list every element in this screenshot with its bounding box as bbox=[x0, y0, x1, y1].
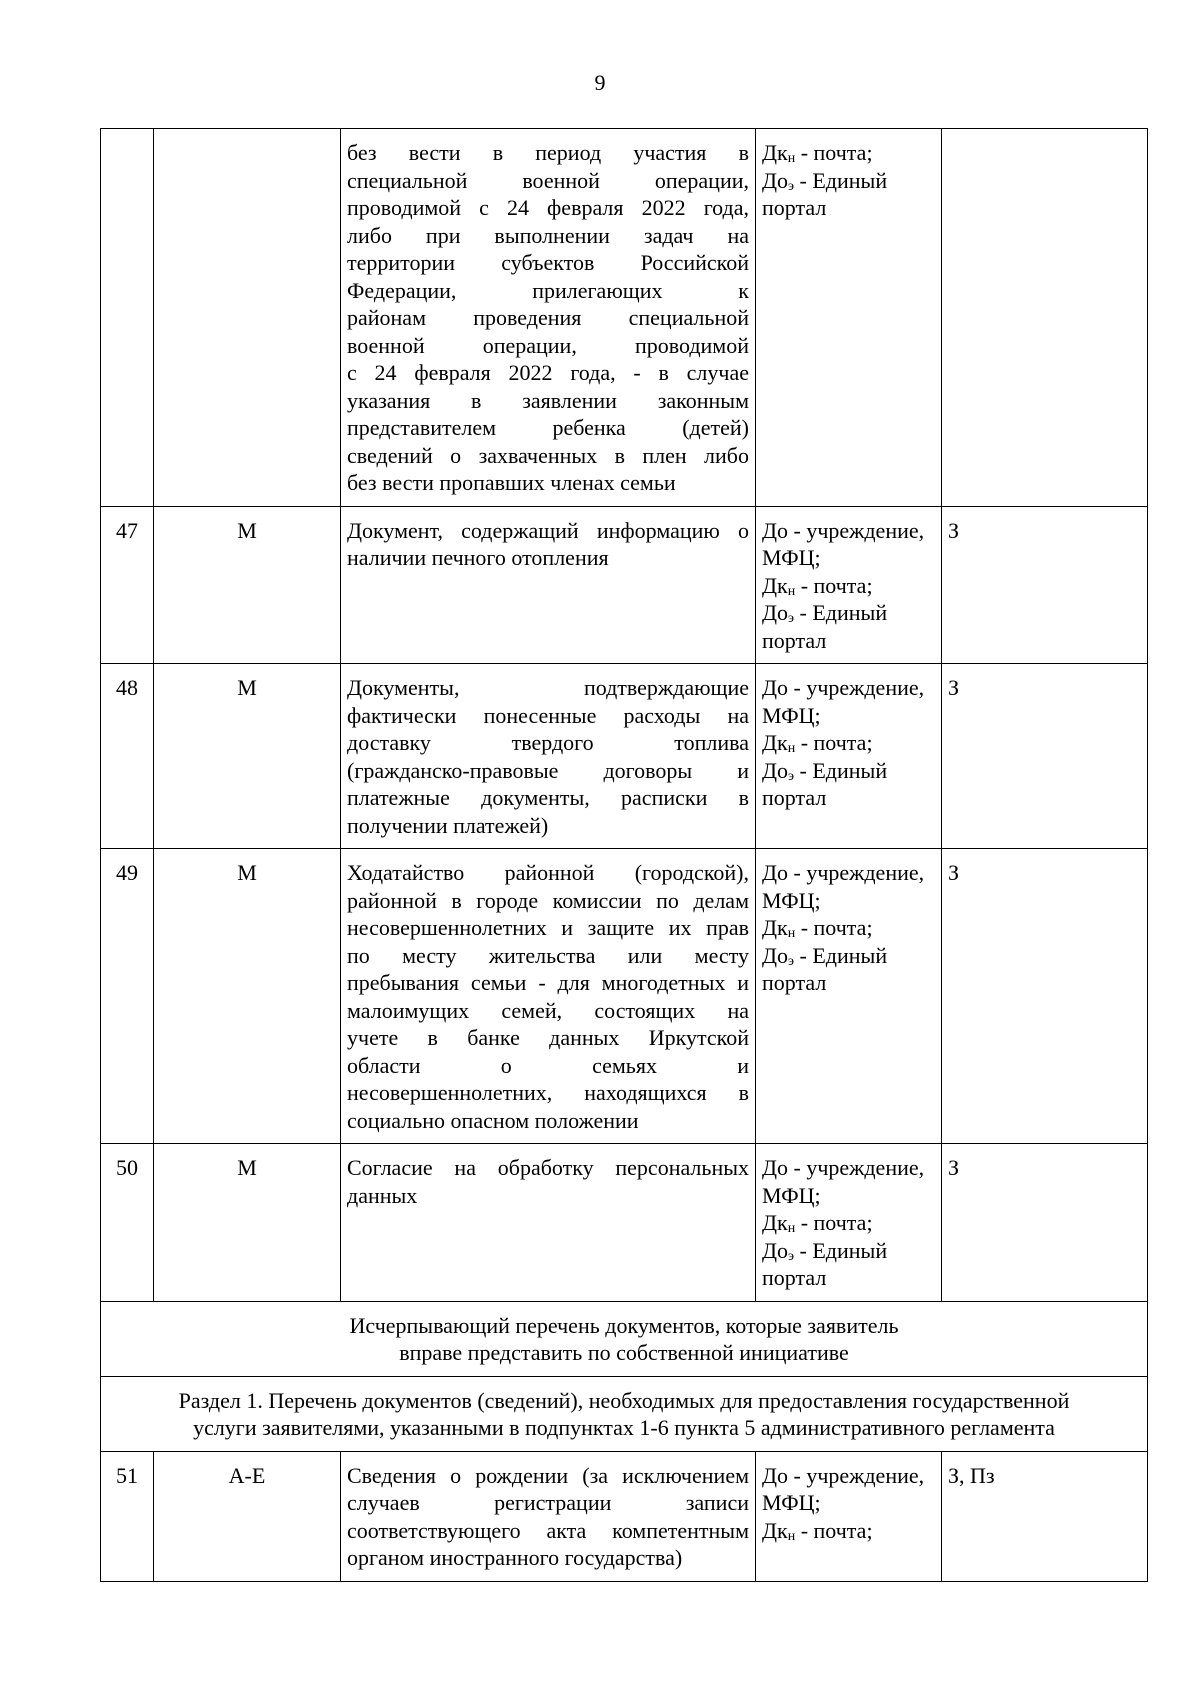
description-line: данных bbox=[347, 1182, 418, 1208]
form-cell: З, Пз bbox=[942, 1451, 1148, 1581]
table-row bbox=[101, 1451, 1148, 1581]
subscript: э bbox=[788, 178, 795, 194]
submission-method-line: $Дк_н$ - почта; bbox=[762, 915, 873, 941]
description-line: малоимущих семей, состоящих на bbox=[347, 997, 749, 1023]
description-line: без вести пропавших членах семьи bbox=[347, 470, 676, 495]
description-line: Ходатайство районной (городской), bbox=[347, 860, 749, 885]
submission-method-cell bbox=[756, 1144, 942, 1302]
subscript: н bbox=[787, 926, 796, 941]
submission-method-line: $До_э$ - Единый bbox=[762, 942, 888, 969]
submission-method-line: $Дк_н$ - почта; bbox=[762, 572, 873, 599]
submission-method-line: $Дк_н$ - почта; bbox=[762, 140, 873, 166]
row-number-cell: 47 bbox=[101, 506, 154, 664]
description-line: органом иностранного государства) bbox=[347, 1545, 683, 1570]
description-line: Документ, содержащий информацию о bbox=[347, 517, 749, 543]
description-line: фактически понесенные расходы на bbox=[347, 702, 749, 728]
submission-method-line: портал bbox=[762, 195, 827, 220]
description-cell bbox=[341, 1451, 756, 1581]
description-line: указания в заявлении законным bbox=[347, 387, 749, 413]
description-line: несовершеннолетних, находящихся в bbox=[347, 1080, 749, 1105]
description-line: проводимой с 24 февраля 2022 года, bbox=[347, 195, 749, 220]
description-line: учете в банке данных Иркутской bbox=[347, 1025, 749, 1050]
subscript: н bbox=[787, 1528, 796, 1544]
category-cell: М bbox=[154, 506, 341, 664]
description-line: районной в городе комиссии по делам bbox=[347, 887, 749, 913]
submission-method-line: До - учреждение, bbox=[762, 675, 925, 700]
description-line: Сведения о рождении (за исключением bbox=[347, 1462, 749, 1488]
row-number-cell: 50 bbox=[101, 1144, 154, 1302]
description-cell bbox=[341, 849, 756, 1144]
description-line: получении платежей) bbox=[347, 812, 549, 838]
row-number-cell: 49 bbox=[101, 849, 154, 1144]
description-cell bbox=[341, 506, 756, 664]
submission-method-line: портал bbox=[762, 785, 827, 810]
description-cell bbox=[341, 129, 756, 507]
subscript: н bbox=[787, 741, 796, 756]
submission-method-line: $Дк_н$ - почта; bbox=[762, 1210, 873, 1236]
submission-method-line: портал bbox=[762, 970, 827, 995]
optional-documents-heading-row bbox=[101, 1301, 1148, 1376]
row-number-cell: 51 bbox=[101, 1451, 154, 1581]
submission-method-line: $Дк_н$ - почта; bbox=[762, 730, 873, 756]
description-line: территории субъектов Российской bbox=[347, 250, 749, 275]
description-line: соответствующего акта компетентным bbox=[347, 1517, 749, 1543]
description-line: либо при выполнении задач на bbox=[347, 222, 749, 248]
description-line: (гражданско-правовые договоры и bbox=[347, 757, 749, 783]
documents-table bbox=[100, 128, 1148, 1582]
description-line: районам проведения специальной bbox=[347, 305, 749, 330]
form-cell: З bbox=[942, 1144, 1148, 1302]
subscript: н bbox=[787, 151, 796, 166]
table-row bbox=[101, 849, 1148, 1144]
category-cell: А-Е bbox=[154, 1451, 341, 1581]
description-line: специальной военной операции, bbox=[347, 167, 749, 193]
optional-documents-heading-line: Исчерпывающий перечень документов, которые заявитель bbox=[349, 1312, 899, 1338]
section-1-heading-line: Раздел 1. Перечень документов (сведений), необходимых для предоставления государственной bbox=[178, 1387, 1070, 1413]
category-cell: М bbox=[154, 1144, 341, 1302]
submission-method-line: $До_э$ - Единый bbox=[762, 600, 888, 626]
category-cell: М bbox=[154, 849, 341, 1144]
description-line: несовершеннолетних и защите их прав bbox=[347, 915, 749, 940]
optional-documents-heading-line: вправе представить по собственной инициативе bbox=[399, 1340, 849, 1365]
description-line: с 24 февраля 2022 года, - в случае bbox=[347, 360, 749, 385]
submission-method-line: $До_э$ - Единый bbox=[762, 167, 888, 194]
documents-table-body bbox=[101, 129, 1148, 1582]
section-1-heading bbox=[101, 1376, 1148, 1451]
subscript: н bbox=[787, 583, 796, 599]
section-1-heading-row bbox=[101, 1376, 1148, 1451]
description-cell bbox=[341, 664, 756, 849]
row-number-cell: 48 bbox=[101, 664, 154, 849]
table-row bbox=[101, 506, 1148, 664]
description-line: области о семьях и bbox=[347, 1052, 749, 1078]
submission-method-line: $Дк_н$ - почта; bbox=[762, 1517, 873, 1544]
submission-method-line: До - учреждение, bbox=[762, 1462, 925, 1488]
description-line: Документы, подтверждающие bbox=[347, 675, 749, 700]
subscript: э bbox=[788, 953, 795, 969]
table-row bbox=[101, 129, 1148, 507]
submission-method-line: $До_э$ - Единый bbox=[762, 1237, 888, 1264]
description-line: платежные документы, расписки в bbox=[347, 785, 749, 810]
optional-documents-heading bbox=[101, 1301, 1148, 1376]
submission-method-line: МФЦ; bbox=[762, 545, 821, 570]
table-row bbox=[101, 1144, 1148, 1302]
description-line: Федерации, прилегающих к bbox=[347, 277, 749, 303]
form-cell: З bbox=[942, 506, 1148, 664]
subscript: н bbox=[787, 1221, 796, 1236]
submission-method-line: МФЦ; bbox=[762, 1490, 821, 1515]
submission-method-line: До - учреждение, bbox=[762, 517, 925, 543]
table-row bbox=[101, 664, 1148, 849]
subscript: э bbox=[788, 768, 795, 784]
submission-method-cell bbox=[756, 664, 942, 849]
description-line: пребывания семьи - для многодетных и bbox=[347, 970, 749, 995]
submission-method-line: МФЦ; bbox=[762, 702, 821, 728]
submission-method-line: портал bbox=[762, 627, 827, 653]
description-line: сведений о захваченных в плен либо bbox=[347, 442, 749, 468]
description-line: наличии печного отопления bbox=[347, 545, 609, 570]
submission-method-line: портал bbox=[762, 1265, 827, 1290]
submission-method-cell bbox=[756, 129, 942, 507]
description-line: Согласие на обработку персональных bbox=[347, 1155, 749, 1180]
row-number-cell bbox=[101, 129, 154, 507]
page-number: 9 bbox=[594, 70, 606, 95]
submission-method-cell bbox=[756, 849, 942, 1144]
description-cell bbox=[341, 1144, 756, 1302]
subscript: э bbox=[788, 611, 795, 626]
description-line: по месту жительства или месту bbox=[347, 942, 749, 968]
category-cell: М bbox=[154, 664, 341, 849]
subscript: э bbox=[788, 1248, 795, 1264]
submission-method-line: До - учреждение, bbox=[762, 860, 925, 885]
submission-method-line: До - учреждение, bbox=[762, 1155, 925, 1180]
form-cell: З bbox=[942, 849, 1148, 1144]
submission-method-line: $До_э$ - Единый bbox=[762, 757, 888, 784]
description-line: случаев регистрации записи bbox=[347, 1490, 749, 1515]
section-1-heading-line: услуги заявителями, указанными в подпунктах 1-6 пункта 5 административного регламента bbox=[193, 1415, 1055, 1440]
description-line: представителем ребенка (детей) bbox=[347, 415, 749, 440]
description-line: доставку твердого топлива bbox=[347, 730, 749, 755]
description-line: без вести в период участия в bbox=[347, 140, 749, 165]
form-cell bbox=[942, 129, 1148, 507]
submission-method-cell bbox=[756, 506, 942, 664]
submission-method-line: МФЦ; bbox=[762, 887, 821, 913]
description-line: военной операции, проводимой bbox=[347, 332, 749, 358]
description-line: социально опасном положении bbox=[347, 1107, 639, 1133]
form-cell: З bbox=[942, 664, 1148, 849]
submission-method-cell bbox=[756, 1451, 942, 1581]
category-cell bbox=[154, 129, 341, 507]
submission-method-line: МФЦ; bbox=[762, 1182, 821, 1208]
